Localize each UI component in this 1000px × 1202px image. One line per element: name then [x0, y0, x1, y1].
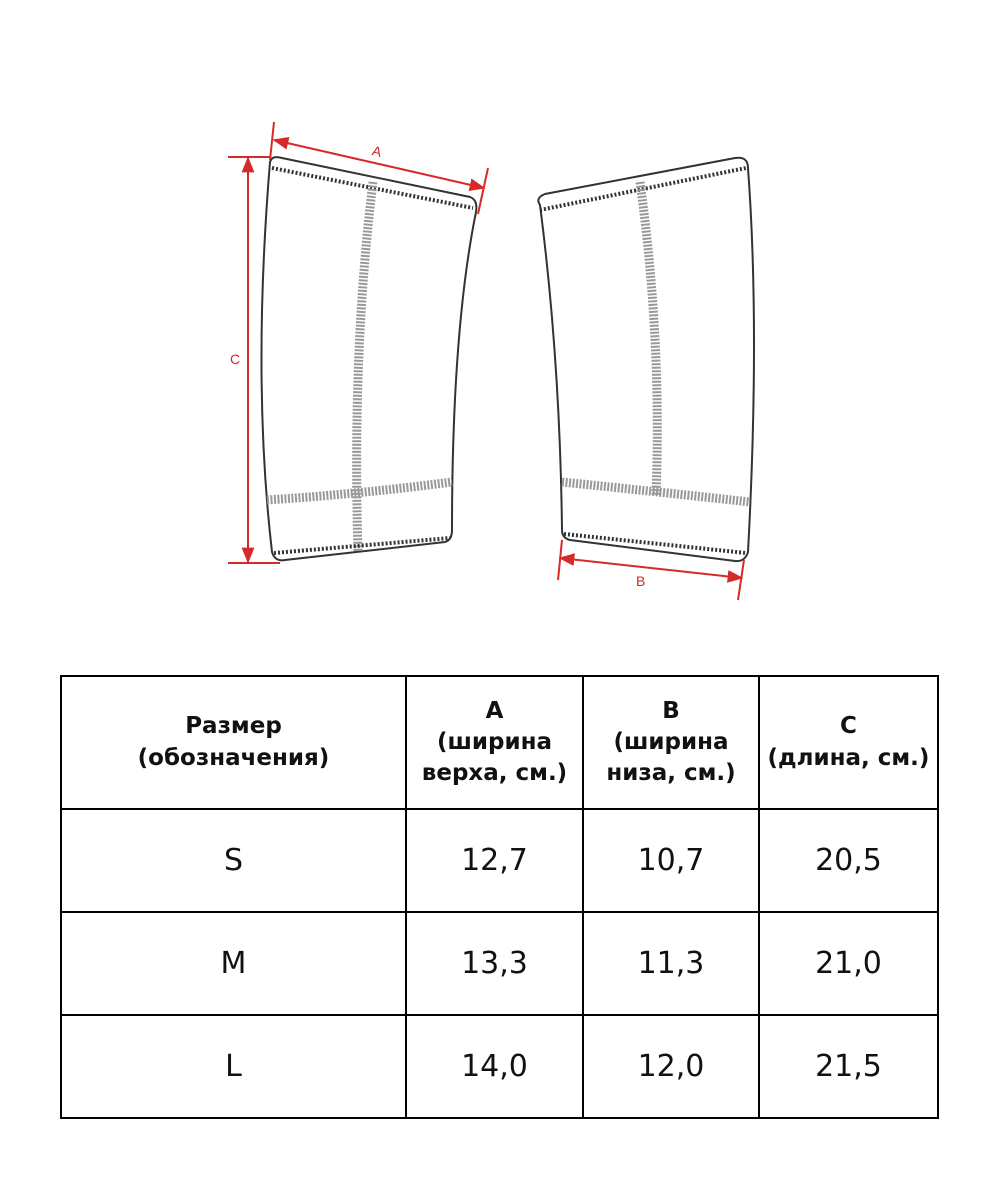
header-c-line2: (длина, см.): [767, 744, 930, 771]
cell-a: 12,7: [406, 809, 583, 912]
cell-b: 11,3: [583, 912, 759, 1015]
header-a-line2: (ширина: [436, 728, 553, 755]
size-table: [60, 675, 939, 1119]
table-header-row: [61, 676, 938, 809]
header-size-line2: (обозначения): [137, 744, 330, 771]
table-row: [61, 912, 938, 1015]
header-b-line1: B: [662, 697, 680, 724]
dimension-lines: [228, 122, 744, 600]
left-sleeve: [261, 157, 476, 560]
header-size: [61, 676, 406, 809]
cell-b: 12,0: [583, 1015, 759, 1118]
right-sleeve: [538, 158, 754, 561]
cell-size: S: [61, 809, 406, 912]
header-a-line1: A: [485, 697, 504, 724]
header-a-line3: верха, см.): [421, 760, 568, 787]
dimension-a-ext-right: [478, 168, 488, 214]
dimension-label-a: A: [370, 142, 384, 161]
header-b-line2: (ширина: [613, 728, 729, 755]
cell-size: M: [61, 912, 406, 1015]
dimension-label-b: B: [636, 573, 646, 589]
table-row: [61, 1015, 938, 1118]
header-b: [583, 676, 759, 809]
right-vertical-seam: [640, 182, 657, 495]
right-band-seam: [562, 482, 750, 502]
dimension-label-c: C: [230, 351, 241, 367]
header-c: [759, 676, 938, 809]
cell-c: 21,0: [759, 912, 938, 1015]
header-b-line3: низа, см.): [606, 760, 736, 787]
table-row: [61, 809, 938, 912]
cell-a: 13,3: [406, 912, 583, 1015]
dimension-b-ext-left: [558, 540, 562, 580]
header-size-line1: Размер: [185, 713, 282, 740]
dimension-a-ext-left: [270, 122, 274, 160]
cell-b: 10,7: [583, 809, 759, 912]
dimension-b-line: [560, 558, 742, 578]
cell-a: 14,0: [406, 1015, 583, 1118]
cell-size: L: [61, 1015, 406, 1118]
header-c-line1: C: [840, 713, 857, 740]
left-top-seam: [272, 168, 473, 208]
header-a: [406, 676, 583, 809]
dimension-b-ext-right: [738, 560, 744, 600]
cell-c: 20,5: [759, 809, 938, 912]
cell-c: 21,5: [759, 1015, 938, 1118]
